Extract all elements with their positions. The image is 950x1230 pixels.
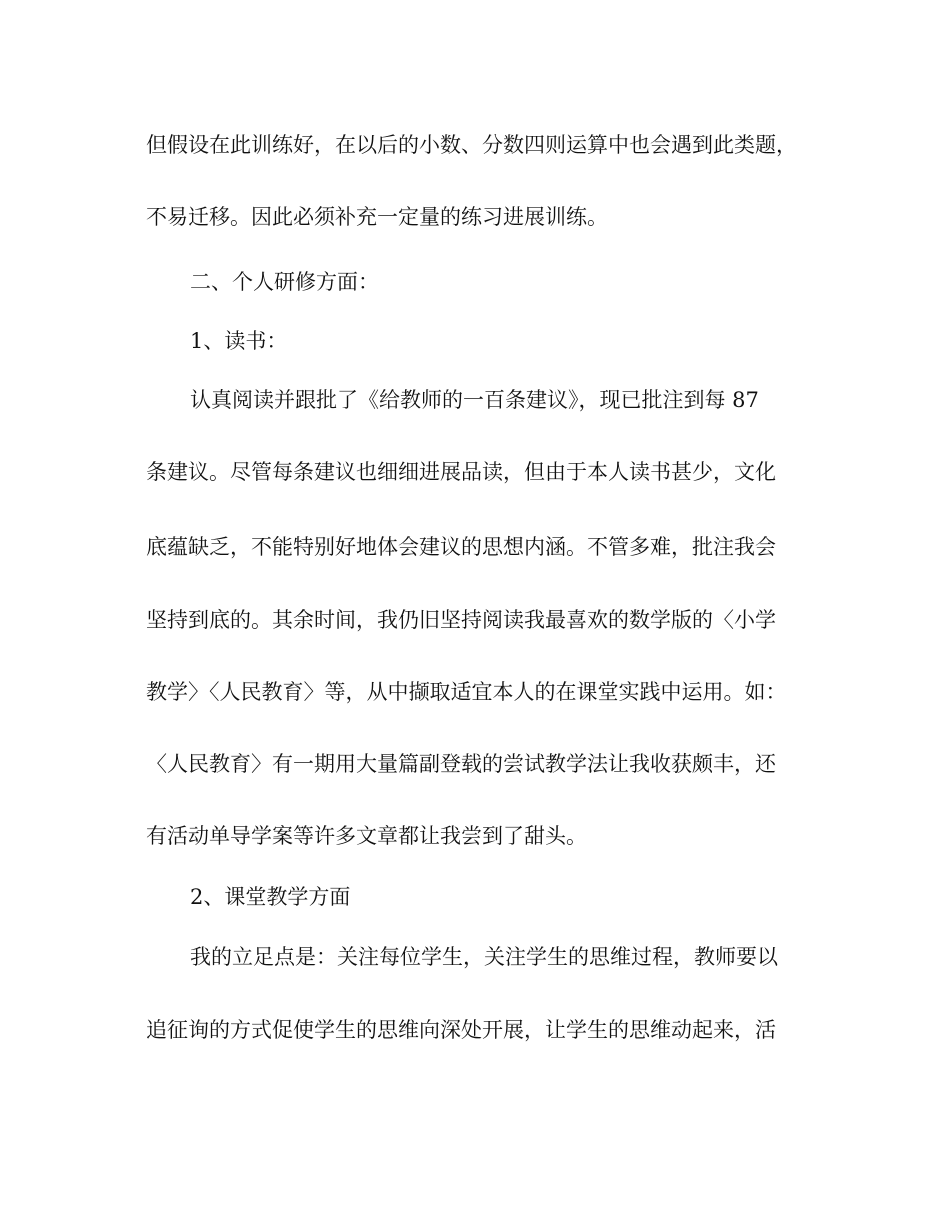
text-line: 追征询的方式促使学生的思维向深处开展，让学生的思维动起来，活 xyxy=(146,1018,776,1042)
paragraph-first-line: 我的立足点是：关注每位学生，关注学生的思维过程，教师要以 xyxy=(190,945,778,969)
text-line: 但假设在此训练好，在以后的小数、分数四则运算中也会遇到此类题， xyxy=(146,133,797,157)
text-line: 〈人民教育〉有一期用大量篇副登载的尝试教学法让我收获颇丰，还 xyxy=(146,752,776,776)
section-heading: 二、个人研修方面： xyxy=(190,270,379,294)
text-line: 坚持到底的。其余时间，我仍旧坚持阅读我最喜欢的数学版的〈小学 xyxy=(146,608,776,632)
subsection-heading: 1、读书： xyxy=(190,329,288,353)
text-line: 教学〉〈人民教育〉等，从中撷取适宜本人的在课堂实践中运用。如： xyxy=(146,680,787,704)
text-line: 不易迁移。因此必须补充一定量的练习进展训练。 xyxy=(146,205,608,229)
text-line: 底蕴缺乏，不能特别好地体会建议的思想内涵。不管多难，批注我会 xyxy=(146,535,776,559)
text-line: 有活动单导学案等许多文章都让我尝到了甜头。 xyxy=(146,824,587,848)
text-line: 条建议。尽管每条建议也细细进展品读，但由于本人读书甚少，文化 xyxy=(146,460,776,484)
paragraph-first-line: 认真阅读并跟批了《给教师的一百条建议》，现已批注到每 87 xyxy=(190,388,759,412)
subsection-heading: 2、课堂教学方面 xyxy=(190,885,351,909)
